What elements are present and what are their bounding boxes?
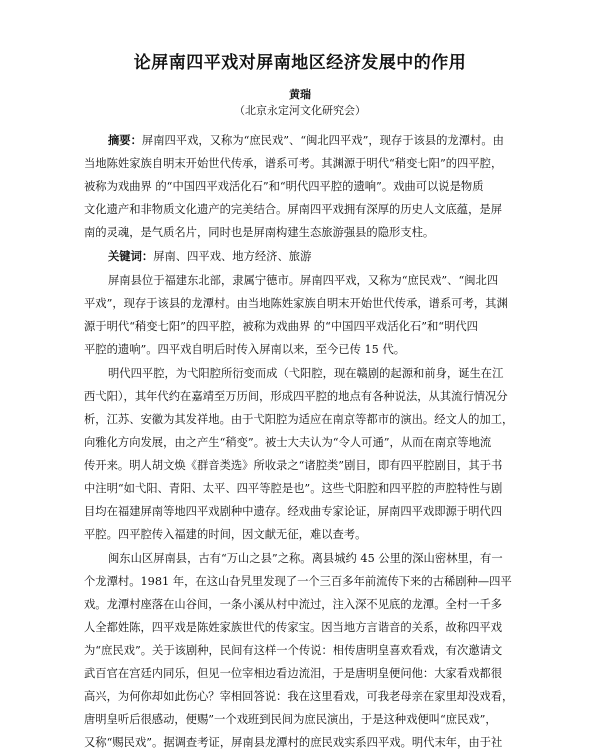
abstract-line: 被称为戏曲界 的“中国四平戏活化石”和“明代四平腔的遗响”。戏曲可以说是物质 (84, 180, 484, 193)
keywords-label: 关键词： (108, 250, 154, 263)
body-line: 平腔。四平腔传入福建的时间，因文献无征，难以查考。 (84, 528, 367, 541)
body-line: 高兴，为何你却如此伤心？宰相回答说：我在这里看戏，可我老母亲在家里却没戏看， (84, 690, 514, 703)
body-line: 源于明代“稍变七阳”的四平腔，被称为戏曲界 的“中国四平戏活化石”和“明代四 (84, 320, 478, 333)
body-line: 个龙潭村。1981 年，在这山旮旯里发现了一个三百多年前流传下来的古稀剧种—四平 (84, 575, 512, 588)
keywords-line (108, 250, 311, 264)
body-line: 传开来。明人胡文焕《群音类选》所收录之“诸腔类”剧目，即有四平腔剧目，其于书 (84, 459, 503, 472)
body-line: 人全都姓陈，四平戏是陈姓家族世代的传家宝。因当地方言谐音的关系，故称四平戏 (84, 621, 502, 634)
abstract-line: 南的灵魂，是气质名片，同时也是屏南构建生态旅游强县的隐形支柱。 (84, 226, 435, 239)
body-line: 为“庶民戏”。关于该剧种，民间有这样一个传说：相传唐明皇喜欢看戏，有次邀请文 (84, 644, 503, 657)
body-line: 闽东山区屏南县，古有“万山之县”之称。离县城约 45 公里的深山密林里，有一 (108, 552, 503, 565)
author-name: 黄瑞 (289, 88, 311, 101)
body-line: 目均在福建屏南等地四平戏剧种中遗存。经戏曲专家论证，屏南四平戏即源于明代四 (84, 505, 502, 518)
body-line: 戏。龙潭村座落在山谷间，一条小溪从村中流过，注入深不见底的龙潭。全村一千多 (84, 598, 502, 611)
body-line: 析，江苏、安徽为其发祥地。由于弋阳腔为适应在南京等都市的演出。经文人的加工， (84, 413, 514, 426)
keywords-text: 屏南、四平戏、地方经济、旅游 (153, 250, 312, 263)
body-line: 屏南县位于福建东北部，隶属宁德市。屏南四平戏，又称为“庶民戏”、“闽北四 (108, 274, 499, 287)
body-line: 向雅化方向发展，由之产生“稍变”。被士大夫认为“令人可通”，从而在南京等地流 (84, 436, 492, 449)
abstract-line: 摘要：屏南四平戏，又称为“庶民戏”、“闽北四平戏”，现存于该县的龙潭村。由 (108, 134, 504, 147)
paper-title: 论屏南四平戏对屏南地区经济发展中的作用 (133, 53, 467, 73)
body-line: 明代四平腔，为弋阳腔所衍变而成（弋阳腔，现在赣剧的起源和前身，诞生在江 (108, 367, 504, 380)
abstract-line: 文化遗产和非物质文化遗产的完美结合。屏南四平戏拥有深厚的历史人文底蕴，是屏 (84, 203, 502, 216)
abstract-line: 当地陈姓家族自明末开始世代传承，谱系可考。其渊源于明代“稍变七阳”的四平腔， (84, 157, 503, 170)
body-line: 唐明皇听后很感动，便赐”一个戏班到民间为庶民演出，于是这种戏便叫“庶民戏”， (84, 713, 497, 726)
abstract-label: 摘要： (108, 134, 142, 147)
body-line: 中注明“如弋阳、青阳、太平、四平等腔是也”。这些弋阳腔和四平腔的声腔特性与剧 (84, 482, 503, 495)
body-line: 西弋阳），其年代约在嘉靖至万历间，形成四平腔的地点有各种说法，从其流行情况分 (84, 390, 508, 403)
author-affiliation: （北京永定河文化研究会） (234, 104, 366, 117)
body-line: 又称“赐民戏”。据调查考证，屏南县龙潭村的庶民戏实系四平戏。明代末年，由于社 (84, 736, 503, 749)
body-line: 平戏”，现存于该县的龙潭村。由当地陈姓家族自明末开始世代传承，谱系可考，其渊 (84, 297, 508, 310)
body-line: 武百官在宫廷内同乐，但见一位宰相边看边流泪，于是唐明皇便问他：大家看戏都很 (84, 667, 502, 680)
body-line: 平腔的遗响”。四平戏自明后时传入屏南以来，至今已传 15 代。 (84, 343, 406, 356)
